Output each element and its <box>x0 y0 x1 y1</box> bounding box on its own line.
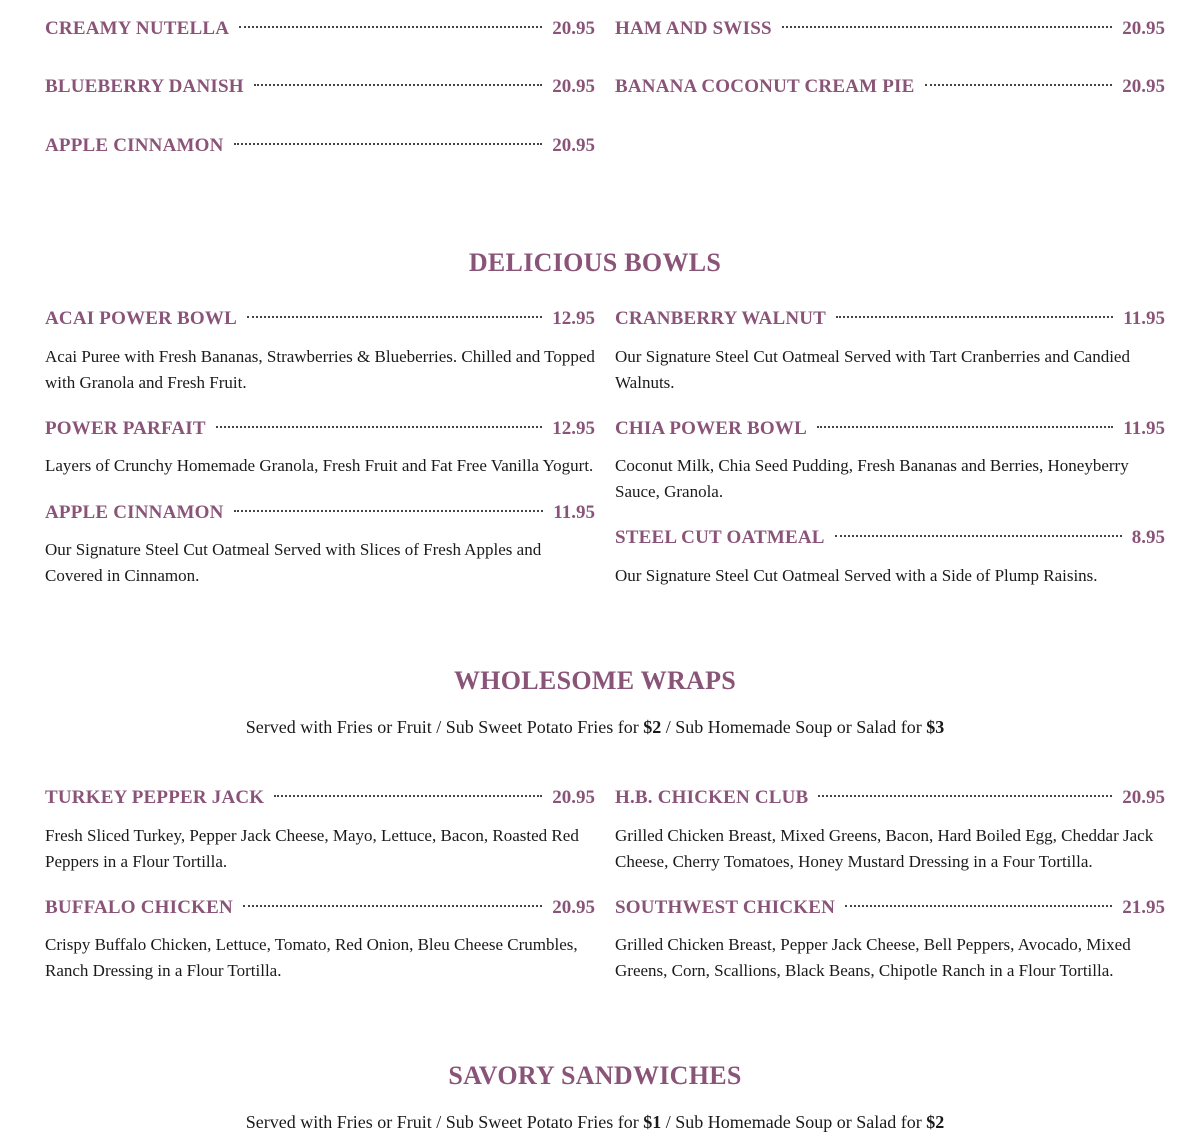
dot-leader <box>239 26 542 28</box>
dot-leader <box>836 316 1113 318</box>
section-note-sandwiches <box>0 1110 1190 1134</box>
item-price: 20.95 <box>1122 787 1165 808</box>
dot-leader <box>243 905 542 907</box>
item-description: Coconut Milk, Chia Seed Pudding, Fresh Bananas and Berries, Honeyberry Sauce, Granola. <box>615 456 1129 501</box>
item-description: Grilled Chicken Breast, Pepper Jack Cheese, Bell Peppers, Avocado, Mixed Greens, Corn, Scallions, Black Beans, Chipotle Ranch in a Flour Tortilla. <box>615 935 1131 980</box>
item-price: 12.95 <box>552 418 595 439</box>
note-price: $3 <box>926 717 945 737</box>
item-name: CHIA POWER BOWL <box>615 418 807 439</box>
menu-item-apple-cinnamon-bowl <box>45 501 595 525</box>
item-name: ACAI POWER BOWL <box>45 308 237 329</box>
item-name: BANANA COCONUT CREAM PIE <box>615 76 915 97</box>
dot-leader <box>247 316 542 318</box>
item-price: 11.95 <box>1123 418 1165 439</box>
dot-leader <box>254 84 543 86</box>
note-price: $1 <box>643 1112 662 1132</box>
item-price: 20.95 <box>1122 76 1165 97</box>
item-description: Acai Puree with Fresh Bananas, Strawberries & Blueberries. Chilled and Topped with Granola and Fresh Fruit. <box>45 347 595 392</box>
item-name: POWER PARFAIT <box>45 418 206 439</box>
menu-item-turkey-pepper-jack <box>45 786 595 810</box>
section-title-sandwiches: SAVORY SANDWICHES <box>448 1061 742 1090</box>
menu-item-hb-chicken-club <box>615 786 1165 810</box>
item-price: 20.95 <box>552 897 595 918</box>
item-price: 20.95 <box>552 135 595 156</box>
menu-item-southwest-chicken <box>615 896 1165 920</box>
item-price: 20.95 <box>552 787 595 808</box>
section-note-wraps <box>0 715 1190 739</box>
item-name: APPLE CINNAMON <box>45 135 224 156</box>
dot-leader <box>835 535 1122 537</box>
item-name: APPLE CINNAMON <box>45 502 224 523</box>
dot-leader <box>925 84 1113 86</box>
menu-item-banana-coconut-cream-pie <box>615 75 1165 99</box>
menu-item-acai-power-bowl <box>45 307 595 331</box>
item-description: Our Signature Steel Cut Oatmeal Served with Slices of Fresh Apples and Covered in Cinnamon. <box>45 540 542 585</box>
item-description: Grilled Chicken Breast, Mixed Greens, Bacon, Hard Boiled Egg, Cheddar Jack Cheese, Cherry Tomatoes, Honey Mustard Dressing in a Four Tortilla. <box>615 826 1154 871</box>
dot-leader <box>216 426 542 428</box>
menu-item-ham-and-swiss <box>615 17 1165 41</box>
section-title-bowls: DELICIOUS BOWLS <box>468 248 722 277</box>
note-text: Served with Fries or Fruit / Sub Sweet Potato Fries for <box>245 717 644 737</box>
menu-item-buffalo-chicken <box>45 896 595 920</box>
menu-item-chia-power-bowl <box>615 417 1165 441</box>
dot-leader <box>818 795 1112 797</box>
section-title-wraps: WHOLESOME WRAPS <box>453 666 737 695</box>
dot-leader <box>234 510 544 512</box>
menu-item-cranberry-walnut <box>615 307 1165 331</box>
item-price: 11.95 <box>553 502 595 523</box>
item-price: 8.95 <box>1131 527 1165 548</box>
menu-item-power-parfait <box>45 417 595 441</box>
item-name: BUFFALO CHICKEN <box>45 897 233 918</box>
note-price: $2 <box>926 1112 945 1132</box>
item-name: STEEL CUT OATMEAL <box>615 527 825 548</box>
item-name: HAM AND SWISS <box>615 18 772 39</box>
item-description: Fresh Sliced Turkey, Pepper Jack Cheese, Mayo, Lettuce, Bacon, Roasted Red Peppers in a Flour Tortilla. <box>45 826 579 871</box>
item-name: CREAMY NUTELLA <box>45 18 230 39</box>
menu-item-blueberry-danish <box>45 75 595 99</box>
dot-leader <box>234 143 543 145</box>
dot-leader <box>845 905 1112 907</box>
dot-leader <box>274 795 542 797</box>
dot-leader <box>782 26 1113 28</box>
item-price: 11.95 <box>1123 308 1165 329</box>
item-price: 12.95 <box>552 308 595 329</box>
item-name: BLUEBERRY DANISH <box>45 76 244 97</box>
item-price: 20.95 <box>552 76 595 97</box>
item-name: CRANBERRY WALNUT <box>615 308 827 329</box>
dot-leader <box>817 426 1113 428</box>
note-price: $2 <box>643 717 662 737</box>
menu-item-creamy-nutella <box>45 17 595 41</box>
note-text: / Sub Homemade Soup or Salad for <box>661 1112 927 1132</box>
item-name: TURKEY PEPPER JACK <box>45 787 265 808</box>
item-price: 20.95 <box>1122 18 1165 39</box>
note-text: / Sub Homemade Soup or Salad for <box>661 717 927 737</box>
item-price: 21.95 <box>1122 897 1165 918</box>
item-name: H.B. CHICKEN CLUB <box>615 787 809 808</box>
item-description: Our Signature Steel Cut Oatmeal Served with a Side of Plump Raisins. <box>615 566 1098 585</box>
item-name: SOUTHWEST CHICKEN <box>615 897 836 918</box>
item-description: Crispy Buffalo Chicken, Lettuce, Tomato, Red Onion, Bleu Cheese Crumbles, Ranch Dressing in a Flour Tortilla. <box>45 935 578 980</box>
note-text: Served with Fries or Fruit / Sub Sweet Potato Fries for <box>245 1112 644 1132</box>
menu-item-steel-cut-oatmeal <box>615 526 1165 550</box>
menu-item-apple-cinnamon <box>45 134 595 158</box>
item-description: Layers of Crunchy Homemade Granola, Fresh Fruit and Fat Free Vanilla Yogurt. <box>45 456 594 475</box>
item-description: Our Signature Steel Cut Oatmeal Served with Tart Cranberries and Candied Walnuts. <box>615 347 1130 392</box>
item-price: 20.95 <box>552 18 595 39</box>
